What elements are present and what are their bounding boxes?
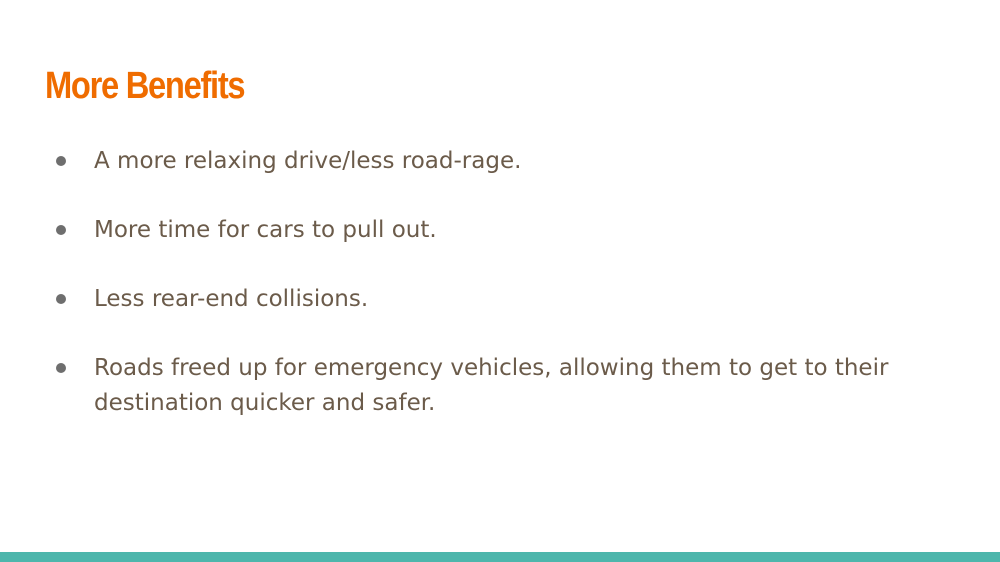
bullet-text: More time for cars to pull out. [94, 217, 437, 243]
bullet-dot-icon [56, 225, 66, 235]
bottom-accent-bar [0, 552, 1000, 562]
bullet-dot-icon [56, 294, 66, 304]
bullet-text: Less rear-end collisions. [94, 286, 369, 312]
bullet-list [52, 144, 932, 455]
bullet-dot-icon [56, 156, 66, 166]
bullet-text: Roads freed up for emergency vehicles, allowing them to get to their destination quicker and safer. [94, 355, 889, 416]
list-item [52, 351, 932, 421]
list-item [52, 282, 932, 317]
list-item [52, 213, 932, 248]
bullet-text: A more relaxing drive/less road-rage. [94, 148, 522, 174]
list-item [52, 144, 932, 179]
bullet-dot-icon [56, 363, 66, 373]
slide-title: More Benefits [45, 65, 245, 107]
